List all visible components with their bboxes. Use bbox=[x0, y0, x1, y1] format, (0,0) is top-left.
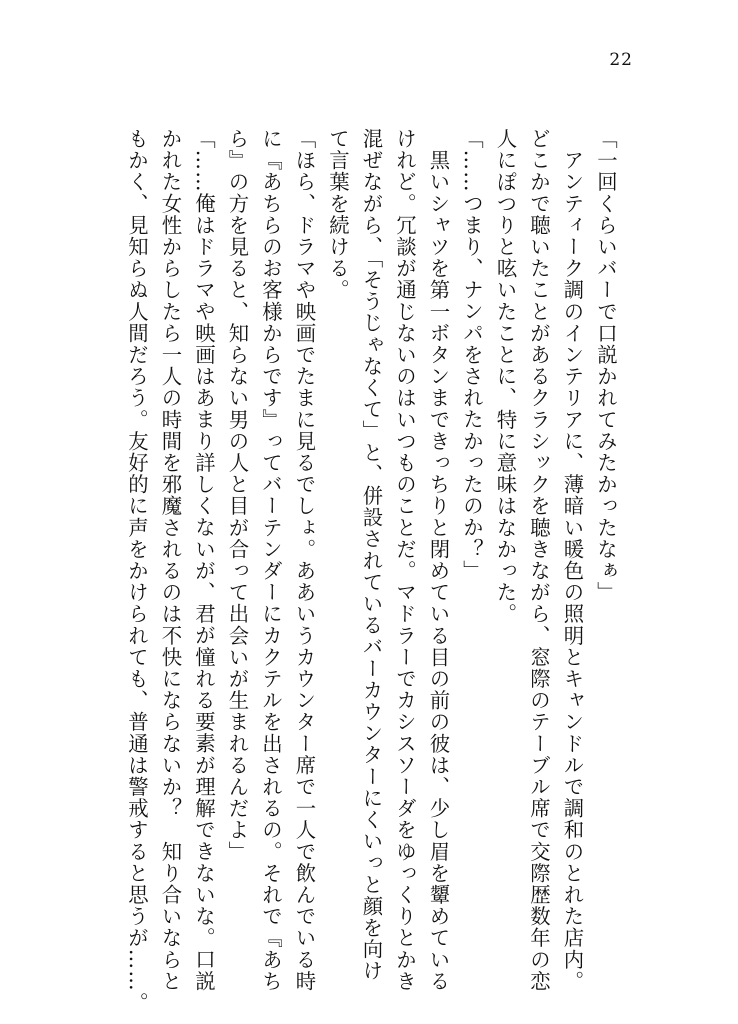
text-line: かれた女性からしたら一人の時間を邪魔されるのは不快にならないか？ 知り合いならと bbox=[158, 128, 183, 992]
text-line: 「……俺はドラマや映画はあまり詳しくないが、君が憧れる要素が理解できないな。口説 bbox=[192, 128, 216, 992]
text-line: どこかで聴いたことがあるクラシックを聴きながら、窓際のテーブル席で交際歴数年の恋 bbox=[527, 128, 551, 992]
text-line: ら』の方を見ると、知らない男の人と目が合って出会いが生まれるんだよ」 bbox=[225, 128, 250, 863]
text-line: 混ぜながら、「そうじゃなくて」と、併設されているバーカウンターにくいっと顔を向け bbox=[359, 128, 384, 982]
text-line: に『あちらのお客様からです』ってバーテンダーにカクテルを出されるの。それで『あち bbox=[259, 128, 283, 992]
text-line: もかく、見知らぬ人間だろう。友好的に声をかけられても、普通は警戒すると思うが……。 bbox=[125, 128, 149, 1014]
text-line: 黒いシャツを第一ボタンまできっちりと閉めている目の前の彼は、少し眉を顰めている bbox=[426, 128, 451, 992]
text-line: アンティーク調のインテリアに、薄暗い暖色の照明とキャンドルで調和のとれた店内。 bbox=[560, 128, 585, 992]
text-line: 人にぽつりと呟いたことに、特に意味はなかった。 bbox=[493, 128, 518, 625]
body-text bbox=[120, 128, 623, 1014]
text-line: て言葉を続ける。 bbox=[326, 128, 350, 301]
page-number: 22 bbox=[609, 50, 633, 70]
text-line: けれど。冗談が通じないのはいつものことだ。マドラーでカシスソーダをゆっくりとかき bbox=[393, 128, 417, 992]
text-line: 「一回くらいバーで口説かれてみたかったなぁ」 bbox=[594, 128, 618, 604]
text-line: 「ほら、ドラマや映画でたまに見るでしょ。ああいうカウンター席で一人で飲んでいる時 bbox=[292, 128, 317, 992]
text-line: 「……つまり、ナンパをされたかったのか？」 bbox=[460, 128, 484, 582]
